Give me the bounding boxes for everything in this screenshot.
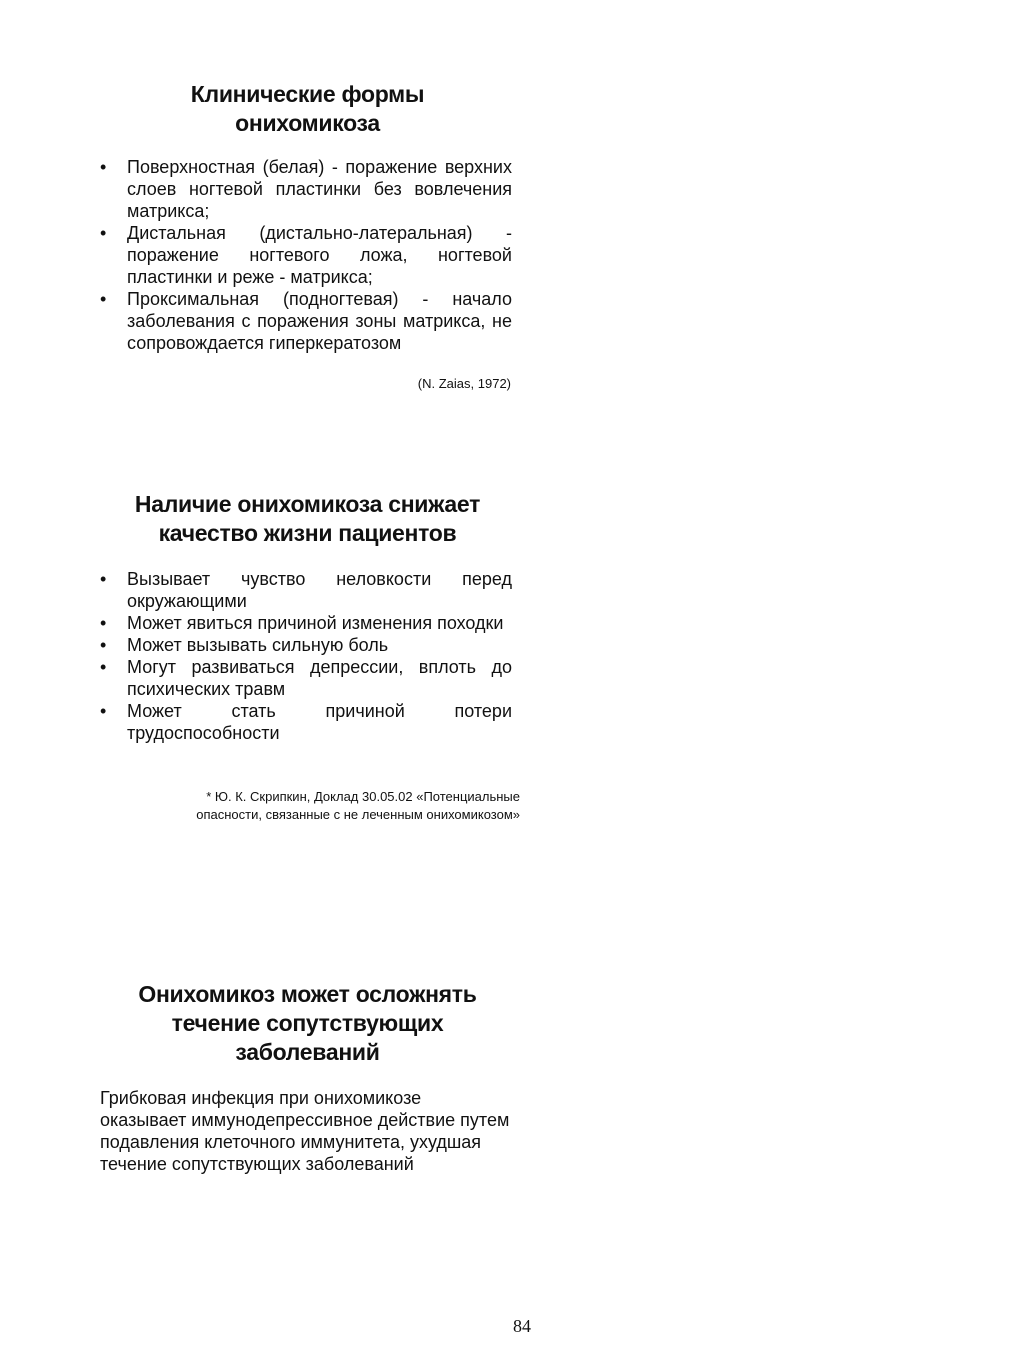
list-item [100,634,512,656]
list-item-text: Может вызывать сильную боль [127,635,389,655]
section-1-title-line-2: онихомикоза [235,110,380,136]
list-item [100,156,512,222]
bullet-icon: • [100,223,107,243]
list-item [100,568,512,612]
section-3-paragraph: Грибковая инфекция при онихомикозе оказывает иммунодепрессивное действие путем подавления клеточного иммунитета, ухудшая течение сопутствующих заболеваний [100,1088,510,1174]
bullet-icon: • [100,701,107,721]
list-item-text: Могут развиваться депрессии, вплоть до психических травм [127,657,512,699]
section-3-title [100,980,515,1067]
section-3-title-line-2: течение сопутствующих [171,1010,444,1036]
section-1-list [100,156,512,354]
section-3-title-line-3: заболеваний [235,1039,380,1065]
footnote-line-1: * Ю. К. Скрипкин, Доклад 30.05.02 «Потенциальные [206,789,520,804]
bullet-icon: • [100,613,107,633]
list-item-text: Проксимальная (подногтевая) - начало заболевания с поражения зоны матрикса, не сопровождается гиперкератозом [127,289,512,353]
list-item [100,656,512,700]
section-3-title-line-1: Онихомикоз может осложнять [138,981,477,1007]
section-2-list [100,568,512,744]
list-item [100,700,512,744]
list-item [100,222,512,288]
section-1-title [100,80,515,138]
section-2-title-line-1: Наличие онихомикоза снижает [134,491,481,517]
page-number: 84 [513,1316,531,1336]
section-1-title-line-1: Клинические формы [190,81,425,107]
list-item [100,612,512,634]
list-item-text: Может явиться причиной изменения походки [127,613,504,633]
footnote-line-2: опасности, связанные с не леченным онихомикозом» [196,807,520,822]
list-item-text: Вызывает чувство неловкости перед окружающими [127,569,512,611]
bullet-icon: • [100,569,107,589]
section-1-citation: (N. Zaias, 1972) [417,376,511,391]
section-2-title [100,490,515,548]
list-item-text: Дистальная (дистально-латеральная) - поражение ногтевого ложа, ногтевой пластинки и реже - матрикса; [127,223,512,287]
list-item-text: Поверхностная (белая) - поражение верхних слоев ногтевой пластинки без вовлечения матрикса; [127,157,512,221]
bullet-icon: • [100,157,107,177]
section-2-title-line-2: качество жизни пациентов [158,520,457,546]
bullet-icon: • [100,635,107,655]
section-2-footnote [150,788,520,824]
bullet-icon: • [100,289,107,309]
bullet-icon: • [100,657,107,677]
list-item-text: Может стать причиной потери трудоспособности [127,701,512,743]
list-item [100,288,512,354]
